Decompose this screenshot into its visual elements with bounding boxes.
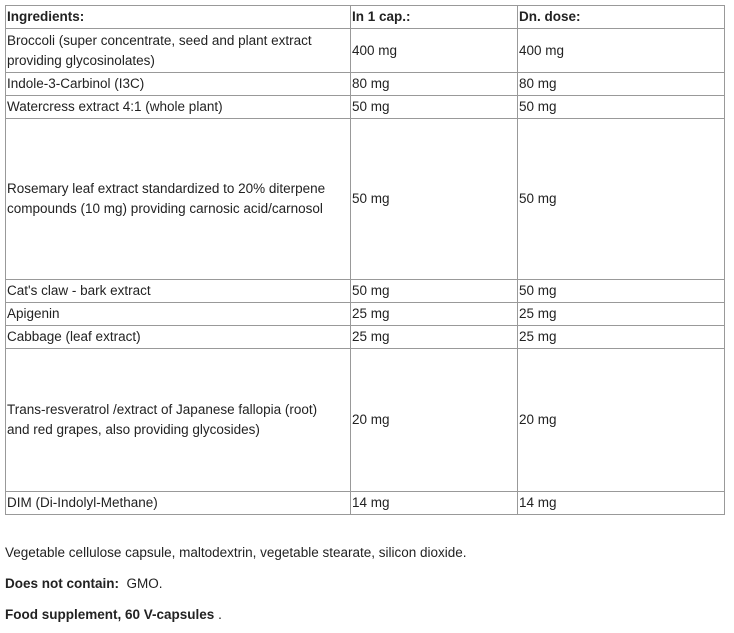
table-row <box>6 303 725 326</box>
per-capsule-cell: 50 mg <box>351 280 518 303</box>
daily-dose-cell: 50 mg <box>518 119 725 280</box>
per-capsule-cell: 25 mg <box>351 303 518 326</box>
daily-dose-cell: 25 mg <box>518 303 725 326</box>
does-not-contain-line <box>5 574 163 594</box>
daily-dose-cell: 14 mg <box>518 492 725 515</box>
table-row <box>6 349 725 492</box>
per-capsule-cell: 400 mg <box>351 29 518 73</box>
ingredient-name-line: Rosemary leaf extract standardized to 20% diterpene <box>7 181 326 196</box>
other-ingredients-text: Vegetable cellulose capsule, maltodextrin, vegetable stearate, silicon dioxide. <box>5 545 467 560</box>
table-row <box>6 119 725 280</box>
table-row <box>6 29 725 73</box>
ingredient-name-cell: Cat's claw - bark extract <box>6 280 351 303</box>
header-per-capsule: In 1 cap.: <box>351 6 518 29</box>
table-row <box>6 73 725 96</box>
ingredient-name-line: and red grapes, also providing glycosides) <box>7 422 260 437</box>
per-capsule-cell: 80 mg <box>351 73 518 96</box>
per-capsule-cell: 50 mg <box>351 119 518 280</box>
per-capsule-cell: 50 mg <box>351 96 518 119</box>
ingredient-name-cell <box>6 29 351 73</box>
daily-dose-cell: 80 mg <box>518 73 725 96</box>
ingredient-name-cell <box>6 119 351 280</box>
product-description-suffix: . <box>218 607 222 622</box>
does-not-contain-value: GMO. <box>126 576 163 591</box>
product-description-line <box>5 605 222 625</box>
daily-dose-cell: 25 mg <box>518 326 725 349</box>
table-row <box>6 326 725 349</box>
per-capsule-cell: 14 mg <box>351 492 518 515</box>
ingredient-name-line: Broccoli (super concentrate, seed and plant extract <box>7 32 312 48</box>
ingredients-table <box>5 5 725 515</box>
does-not-contain-label: Does not contain: <box>5 576 119 591</box>
per-capsule-cell: 20 mg <box>351 349 518 492</box>
daily-dose-cell: 50 mg <box>518 96 725 119</box>
table-row <box>6 492 725 515</box>
table-row <box>6 96 725 119</box>
table-header-row <box>6 6 725 29</box>
ingredient-name-cell: Apigenin <box>6 303 351 326</box>
ingredient-name-line: compounds (10 mg) providing carnosic acid/carnosol <box>7 201 323 216</box>
ingredient-name-cell: Indole-3-Carbinol (I3C) <box>6 73 351 96</box>
table-row <box>6 280 725 303</box>
ingredient-name-line: Trans-resveratrol /extract of Japanese fallopia (root) <box>7 402 318 417</box>
daily-dose-cell: 50 mg <box>518 280 725 303</box>
ingredient-name-cell <box>6 349 351 492</box>
daily-dose-cell: 20 mg <box>518 349 725 492</box>
ingredient-name-cell: Cabbage (leaf extract) <box>6 326 351 349</box>
ingredient-name-cell: DIM (Di-Indolyl-Methane) <box>6 492 351 515</box>
ingredient-name-cell: Watercress extract 4:1 (whole plant) <box>6 96 351 119</box>
header-daily-dose: Dn. dose: <box>518 6 725 29</box>
header-ingredients: Ingredients: <box>6 6 351 29</box>
per-capsule-cell: 25 mg <box>351 326 518 349</box>
daily-dose-cell: 400 mg <box>518 29 725 73</box>
product-description-label: Food supplement, 60 V-capsules <box>5 607 215 622</box>
ingredient-name-line: providing glycosinolates) <box>7 52 155 68</box>
